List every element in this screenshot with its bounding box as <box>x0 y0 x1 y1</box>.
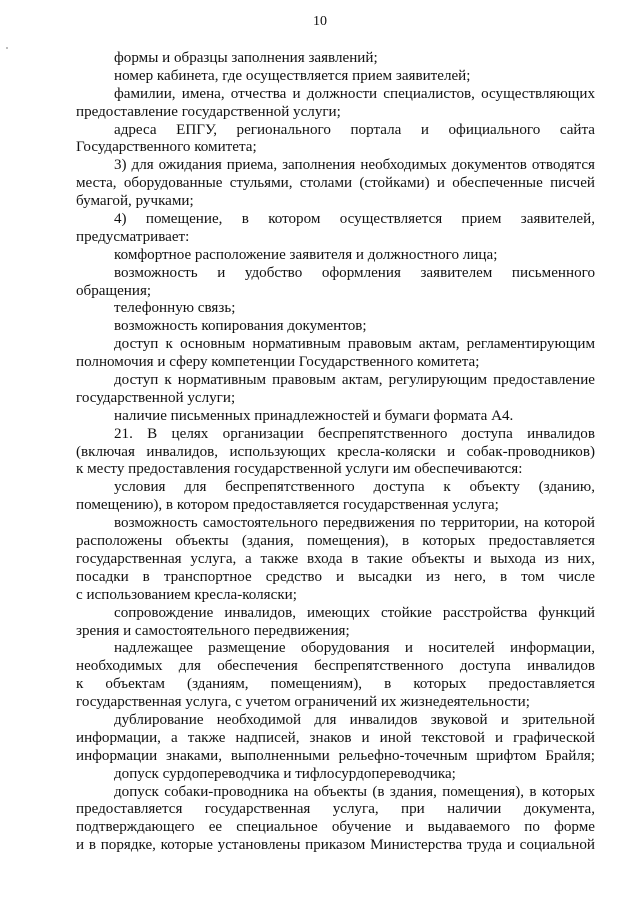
text-line: необходимых для обеспечения беспрепятственного доступа инвалидов <box>76 658 595 675</box>
text-line: комфортное расположение заявителя и должностного лица; <box>114 246 498 263</box>
text-line: фамилии, имена, отчества и должности специалистов, осуществляющих <box>114 85 595 102</box>
text-line: помещению), в котором предоставляется государственная услуга; <box>76 497 499 514</box>
text-line: условия для беспрепятственного доступа к объекту (зданию, <box>114 479 595 496</box>
text-line: (включая инвалидов, использующих кресла-коляски и собак-проводников) <box>76 443 595 460</box>
text-line: зрения и самостоятельного передвижения; <box>76 622 350 639</box>
text-line: 4) помещение, в котором осуществляется прием заявителей, <box>114 211 595 228</box>
text-line: с использованием кресла-коляски; <box>76 586 297 603</box>
text-line: доступ к основным нормативным правовым актам, регламентирующим <box>114 336 595 353</box>
text-line: Государственного комитета; <box>76 139 257 156</box>
text-line: государственной услуги; <box>76 389 236 406</box>
text-line: возможность самостоятельного передвижения по территории, на которой <box>114 515 595 532</box>
text-line: предоставление государственной услуги; <box>76 103 341 120</box>
text-line: места, оборудованные стульями, столами (стойками) и обеспеченные писчей <box>76 175 595 192</box>
text-line: доступ к нормативным правовым актам, регулирующим предоставление <box>114 372 595 389</box>
text-line: предусматривает: <box>76 228 190 245</box>
text-line: предоставляется государственная услуга, при наличии документа, <box>76 801 595 818</box>
text-line: полномочия и сферу компетенции Государственного комитета; <box>76 354 480 371</box>
text-line: возможность и удобство оформления заявителем письменного <box>114 264 595 281</box>
text-line: возможность копирования документов; <box>114 318 367 335</box>
text-line: допуск сурдопереводчика и тифлосурдопереводчика; <box>114 765 456 782</box>
text-line: дублирование необходимой для инвалидов звуковой и зрительной <box>114 711 595 728</box>
text-line: к месту предоставления государственной услуги им обеспечиваются: <box>76 461 523 478</box>
text-line: 21. В целях организации беспрепятственного доступа инвалидов <box>114 425 595 442</box>
text-line: государственная услуга, с учетом ограничений их жизнедеятельности; <box>76 694 530 711</box>
text-line: наличие письменных принадлежностей и бумаги формата А4. <box>114 407 514 424</box>
text-line: информации знаками, выполненными рельефно-точечным шрифтом Брайля; <box>76 747 595 764</box>
text-line: бумагой, ручками; <box>76 193 194 210</box>
text-line: информации, а также надписей, знаков и иной текстовой и графической <box>76 729 595 746</box>
text-line: к объектам (зданиям, помещениям), в которых предоставляется <box>76 676 595 693</box>
text-line: и в порядке, которые установлены приказом Министерства труда и социальной <box>76 837 595 854</box>
text-line: посадки в транспортное средство и высадки из него, в том числе <box>76 568 595 585</box>
text-line: государственная услуга, а также входа в такие объекты и выхода из них, <box>76 550 595 567</box>
text-line: надлежащее размещение оборудования и носителей информации, <box>114 640 595 657</box>
text-line: формы и образцы заполнения заявлений; <box>114 50 378 66</box>
text-line: сопровождение инвалидов, имеющих стойкие расстройства функций <box>114 604 595 621</box>
text-line: обращения; <box>76 282 152 299</box>
page-number: 10 <box>313 14 327 29</box>
text-line: номер кабинета, где осуществляется прием заявителей; <box>114 67 471 84</box>
text-line: подтверждающего ее специальное обучение и выдаваемого по форме <box>76 819 595 836</box>
text-line: 3) для ожидания приема, заполнения необходимых документов отводятся <box>114 157 595 174</box>
text-line: телефонную связь; <box>114 300 236 317</box>
text-line: расположены объекты (здания, помещения), в которых предоставляется <box>76 533 595 550</box>
text-line: допуск собаки-проводника на объекты (в здания, помещения), в которых <box>114 783 595 800</box>
document-body <box>76 50 595 855</box>
scan-speck <box>6 47 8 49</box>
text-line: адреса ЕПГУ, регионального портала и официального сайта <box>114 121 595 138</box>
